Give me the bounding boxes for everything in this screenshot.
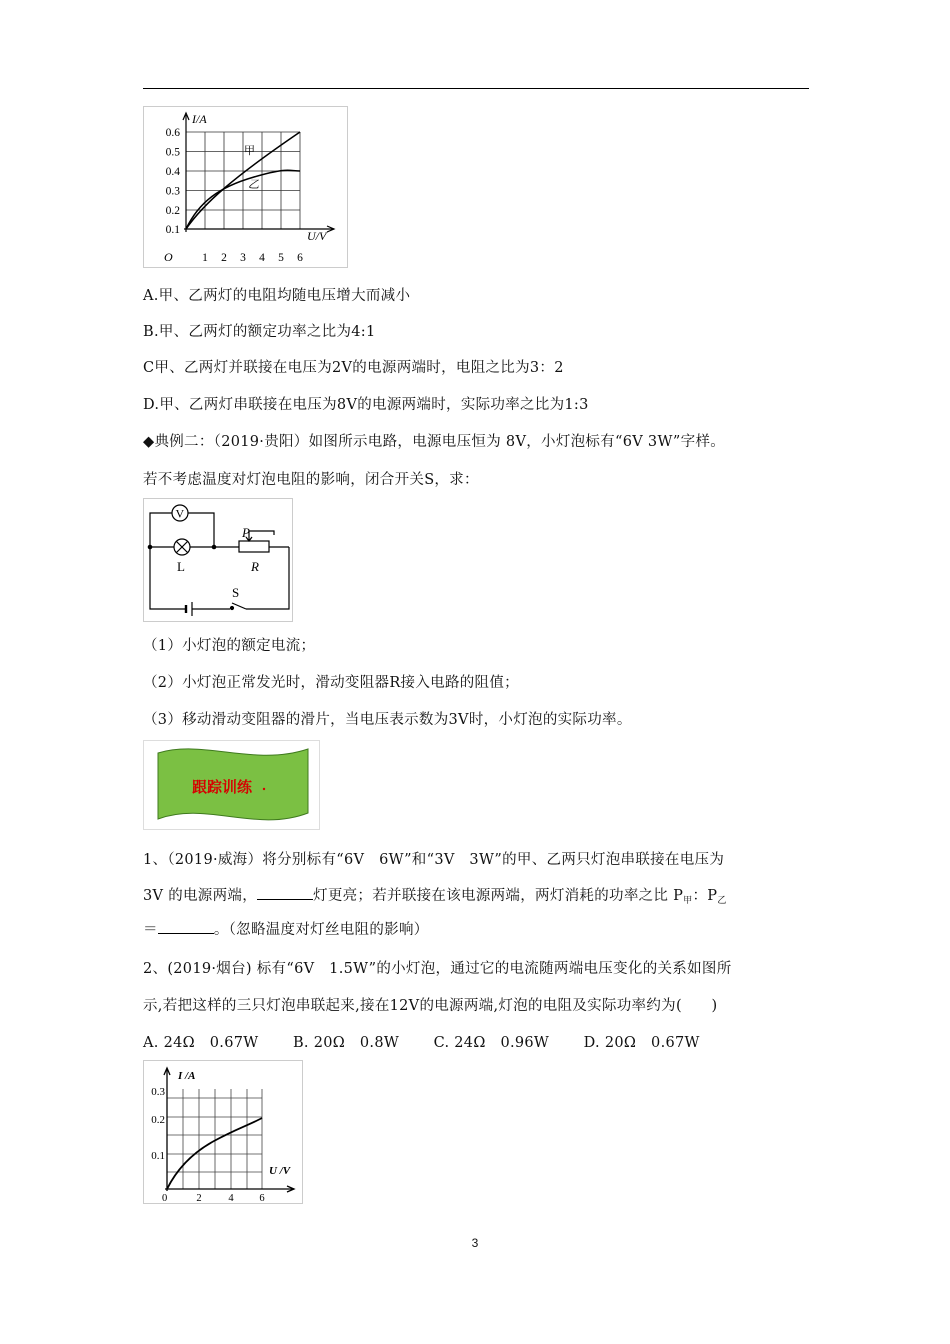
slider-label: P [242, 525, 250, 540]
question-2: （2）小灯泡正常发光时，滑动变阻器R接入电路的阻值； [143, 675, 519, 691]
subscript-yi: 乙 [717, 896, 727, 906]
problem2-line1: 2、(2019·烟台) 标有“6V 1.5W”的小灯泡，通过它的电流随两端电压变化的关系如图所 [143, 961, 732, 977]
subscript-jia: 甲 [683, 896, 693, 906]
origin-label: 0 [162, 1193, 168, 1203]
y-tick: 0.6 [165, 127, 180, 139]
y-tick: 0.1 [165, 224, 180, 236]
curve-label-jia: 甲 [244, 145, 255, 157]
rheostat-label: R [251, 559, 259, 574]
x-tick: 6 [297, 252, 303, 264]
origin-label: O [164, 250, 173, 264]
problem1-text: ＝ [143, 922, 158, 938]
option-b: B.甲、乙两灯的额定功率之比为4:1 [143, 324, 376, 340]
x-tick: 2 [196, 1193, 202, 1203]
option-d: D.甲、乙两灯串联接在电压为8V的电源两端时，实际功率之比为1:3 [143, 397, 589, 413]
x-tick: 4 [228, 1193, 234, 1203]
option-a: A.甲、乙两灯的电阻均随电压增大而减小 [143, 288, 411, 304]
y-tick: 0.3 [151, 1086, 165, 1098]
problem2-line2: 示,若把这样的三只灯泡串联起来,接在12V的电源两端,灯泡的电阻及实际功率约为( ) [143, 998, 718, 1014]
y-tick: 0.4 [165, 166, 180, 178]
page-number: 3 [471, 1236, 479, 1250]
example2-line2: 若不考虑温度对灯泡电阻的影响，闭合开关S，求： [143, 472, 479, 488]
practice-banner [143, 740, 320, 830]
x-axis-label: U /V [269, 1165, 291, 1177]
switch-label: S [232, 585, 240, 600]
lamp-curve [167, 1118, 262, 1189]
y-tick: 0.2 [151, 1114, 165, 1126]
x-tick: 5 [278, 252, 284, 264]
problem1-line1: 1、（2019·威海）将分别标有“6V 6W”和“3V 3W”的甲、乙两只灯泡串联接在电压为 [143, 852, 725, 868]
option-c: C甲、乙两灯并联接在电压为2V的电源两端时，电阻之比为3：2 [143, 360, 564, 376]
iu-graph-lamp [143, 1060, 303, 1204]
x-tick: 6 [259, 1193, 265, 1203]
banner-text: 跟踪训练 [192, 780, 253, 796]
answer-blank-1[interactable] [257, 887, 313, 900]
problem1-text: 3V 的电源两端， [143, 888, 258, 904]
problem1-text: ：P [692, 888, 718, 904]
x-axis-label: U/V [307, 229, 327, 243]
y-axis-label: I/A [192, 112, 207, 126]
voltmeter-label: V [175, 506, 185, 521]
circuit-diagram [143, 498, 293, 622]
answer-blank-2[interactable] [158, 921, 214, 934]
problem1-line3 [143, 918, 429, 939]
y-tick: 0.3 [165, 185, 180, 198]
y-axis-label: I /A [178, 1070, 196, 1082]
x-tick: 3 [240, 252, 246, 264]
problem2-options: A. 24Ω 0.67W B. 20Ω 0.8W C. 24Ω 0.96W D. 20Ω 0.67W [143, 1035, 700, 1051]
x-tick: 4 [259, 252, 265, 264]
curve-label-yi: 乙 [248, 179, 259, 191]
iu-graph-jia-yi [143, 106, 348, 268]
problem1-line2 [143, 884, 727, 906]
problem1-text: 。（忽略温度对灯丝电阻的影响） [213, 922, 429, 938]
question-3: （3）移动滑动变阻器的滑片，当电压表示数为3V时，小灯泡的实际功率。 [143, 712, 632, 728]
x-tick: 1 [202, 252, 208, 264]
x-tick: 2 [221, 252, 227, 264]
lamp-label: L [177, 559, 185, 574]
problem1-text: 灯更亮；若并联接在该电源两端，两灯消耗的功率之比 P [313, 888, 684, 904]
header-rule [143, 88, 809, 89]
y-tick: 0.2 [165, 205, 180, 217]
question-1: （1）小灯泡的额定电流； [143, 638, 316, 654]
y-tick: 0.1 [151, 1150, 165, 1162]
example2-line1: ◆典例二：（2019·贵阳）如图所示电路，电源电压恒为 8V，小灯泡标有“6V 3W”字样。 [143, 434, 726, 450]
y-tick: 0.5 [165, 146, 180, 159]
